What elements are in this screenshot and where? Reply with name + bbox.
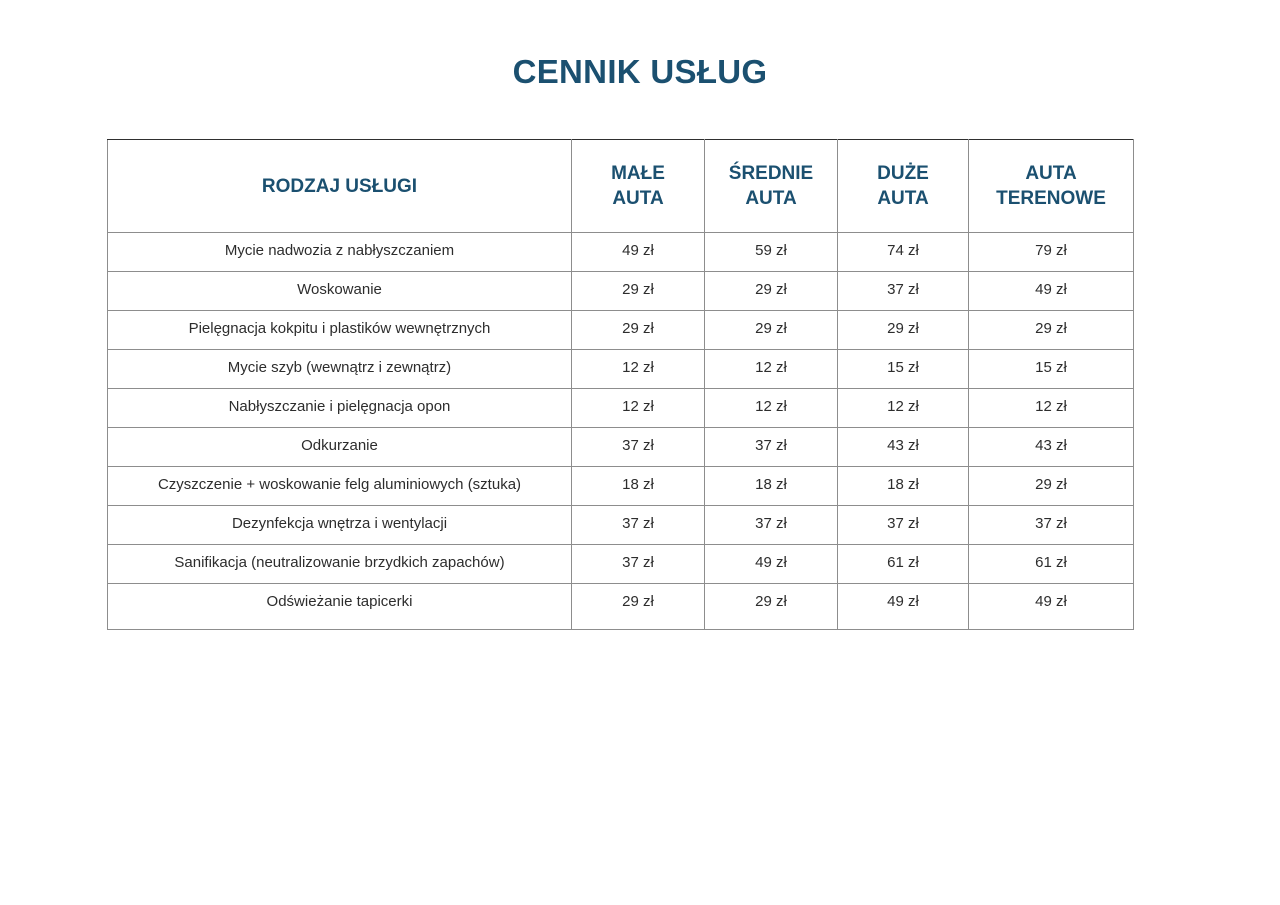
service-name-cell-text: Mycie nadwozia z nabłyszczaniem [224, 242, 455, 259]
price-cell-small-cars [572, 428, 705, 467]
price-cell-small-cars-text: 37 zł [622, 554, 654, 571]
price-cell-large-cars-text: 15 zł [887, 359, 919, 376]
price-cell-medium-cars [705, 545, 838, 584]
service-name-cell [108, 311, 572, 350]
column-header-service-label: RODZAJ USŁUGI [261, 175, 418, 197]
service-name-cell-text: Dezynfekcja wnętrza i wentylacji [231, 515, 448, 532]
price-cell-offroad-cars [969, 545, 1134, 584]
price-cell-small-cars-text: 18 zł [622, 476, 654, 493]
price-cell-small-cars [572, 467, 705, 506]
price-cell-small-cars [572, 584, 705, 630]
column-header-offroad-cars [969, 140, 1134, 233]
price-cell-medium-cars [705, 233, 838, 272]
table-row [108, 545, 1134, 584]
price-cell-large-cars-text: 29 zł [887, 320, 919, 337]
price-cell-small-cars-text: 37 zł [622, 515, 654, 532]
table-body [108, 233, 1134, 630]
table-row [108, 467, 1134, 506]
price-cell-medium-cars [705, 428, 838, 467]
price-cell-medium-cars [705, 311, 838, 350]
service-name-cell [108, 389, 572, 428]
service-name-cell [108, 545, 572, 584]
price-cell-large-cars-text: 37 zł [887, 515, 919, 532]
service-name-cell-text: Nabłyszczanie i pielęgnacja opon [228, 398, 451, 415]
column-header-service [108, 140, 572, 233]
service-name-cell-text: Woskowanie [297, 281, 382, 298]
table-header-row [108, 140, 1134, 233]
page-title: CENNIK USŁUG [512, 53, 768, 90]
price-cell-large-cars [838, 311, 969, 350]
column-header-medium-cars-line1: ŚREDNIE [728, 163, 814, 184]
price-cell-large-cars-text: 49 zł [887, 593, 919, 610]
price-cell-medium-cars [705, 350, 838, 389]
table-row [108, 350, 1134, 389]
price-cell-large-cars-text: 37 zł [887, 281, 919, 298]
service-name-cell [108, 584, 572, 630]
price-cell-offroad-cars [969, 467, 1134, 506]
table-head [108, 140, 1134, 233]
column-header-large-cars-line2: AUTA [877, 188, 929, 209]
price-cell-large-cars [838, 233, 969, 272]
price-cell-large-cars [838, 272, 969, 311]
price-cell-large-cars [838, 428, 969, 467]
column-header-medium-cars [705, 140, 838, 233]
price-cell-offroad-cars [969, 506, 1134, 545]
price-cell-large-cars [838, 467, 969, 506]
price-cell-offroad-cars-text: 29 zł [1035, 476, 1067, 493]
service-name-cell-text: Pielęgnacja kokpitu i plastików wewnętrznych [188, 320, 491, 337]
price-cell-offroad-cars [969, 428, 1134, 467]
price-cell-small-cars [572, 506, 705, 545]
column-header-large-cars [838, 140, 969, 233]
price-cell-offroad-cars-text: 15 zł [1035, 359, 1067, 376]
price-cell-small-cars [572, 311, 705, 350]
price-cell-offroad-cars [969, 350, 1134, 389]
price-cell-offroad-cars [969, 584, 1134, 630]
price-cell-offroad-cars [969, 272, 1134, 311]
price-cell-offroad-cars-text: 12 zł [1035, 398, 1067, 415]
price-cell-large-cars [838, 545, 969, 584]
price-cell-small-cars [572, 389, 705, 428]
price-cell-offroad-cars-text: 49 zł [1035, 281, 1067, 298]
service-name-cell [108, 350, 572, 389]
price-cell-offroad-cars [969, 389, 1134, 428]
service-name-cell [108, 272, 572, 311]
service-name-cell-text: Czyszczenie + woskowanie felg aluminiowych (sztuka) [157, 476, 522, 493]
price-cell-small-cars-text: 37 zł [622, 437, 654, 454]
price-cell-offroad-cars-text: 37 zł [1035, 515, 1067, 532]
price-cell-offroad-cars [969, 233, 1134, 272]
service-name-cell [108, 467, 572, 506]
price-cell-small-cars-text: 49 zł [622, 242, 654, 259]
price-cell-large-cars [838, 506, 969, 545]
price-cell-large-cars [838, 350, 969, 389]
price-cell-medium-cars-text: 12 zł [755, 398, 787, 415]
service-name-cell [108, 233, 572, 272]
price-cell-medium-cars [705, 389, 838, 428]
price-cell-offroad-cars [969, 311, 1134, 350]
service-name-cell-text: Odświeżanie tapicerki [266, 593, 413, 610]
table-row [108, 506, 1134, 545]
price-cell-medium-cars [705, 272, 838, 311]
table-row [108, 389, 1134, 428]
price-cell-small-cars-text: 29 zł [622, 320, 654, 337]
price-cell-small-cars-text: 29 zł [622, 281, 654, 298]
price-cell-small-cars-text: 29 zł [622, 593, 654, 610]
column-header-large-cars-line1: DUŻE [877, 163, 929, 184]
price-cell-medium-cars-text: 29 zł [755, 320, 787, 337]
price-cell-large-cars-text: 12 zł [887, 398, 919, 415]
price-cell-medium-cars-text: 37 zł [755, 437, 787, 454]
table-row [108, 311, 1134, 350]
price-cell-offroad-cars-text: 29 zł [1035, 320, 1067, 337]
price-cell-large-cars-text: 18 zł [887, 476, 919, 493]
service-name-cell [108, 428, 572, 467]
price-cell-small-cars [572, 350, 705, 389]
price-cell-large-cars-text: 43 zł [887, 437, 919, 454]
price-cell-medium-cars-text: 59 zł [755, 242, 787, 259]
price-cell-small-cars-text: 12 zł [622, 398, 654, 415]
price-table [107, 139, 1134, 630]
price-cell-offroad-cars-text: 61 zł [1035, 554, 1067, 571]
column-header-medium-cars-line2: AUTA [745, 188, 797, 209]
column-header-offroad-cars-line2: TERENOWE [996, 188, 1106, 209]
price-cell-large-cars [838, 584, 969, 630]
service-name-cell-text: Odkurzanie [301, 437, 378, 454]
price-cell-small-cars [572, 233, 705, 272]
service-name-cell-text: Sanifikacja (neutralizowanie brzydkich zapachów) [174, 554, 505, 571]
price-cell-medium-cars-text: 29 zł [755, 593, 787, 610]
service-name-cell [108, 506, 572, 545]
service-name-cell-text: Mycie szyb (wewnątrz i zewnątrz) [227, 359, 452, 376]
table-row [108, 233, 1134, 272]
price-cell-medium-cars-text: 37 zł [755, 515, 787, 532]
column-header-small-cars-line1: MAŁE [611, 163, 665, 184]
price-cell-offroad-cars-text: 49 zł [1035, 593, 1067, 610]
price-cell-medium-cars-text: 29 zł [755, 281, 787, 298]
price-cell-offroad-cars-text: 43 zł [1035, 437, 1067, 454]
price-cell-small-cars [572, 272, 705, 311]
price-cell-medium-cars [705, 467, 838, 506]
price-cell-large-cars-text: 74 zł [887, 242, 919, 259]
price-cell-large-cars-text: 61 zł [887, 554, 919, 571]
price-cell-offroad-cars-text: 79 zł [1035, 242, 1067, 259]
table-row [108, 272, 1134, 311]
column-header-small-cars-line2: AUTA [612, 188, 664, 209]
column-header-small-cars [572, 140, 705, 233]
price-cell-medium-cars-text: 49 zł [755, 554, 787, 571]
price-cell-medium-cars [705, 584, 838, 630]
column-header-offroad-cars-line1: AUTA [1025, 163, 1077, 184]
price-cell-medium-cars-text: 12 zł [755, 359, 787, 376]
price-cell-small-cars-text: 12 zł [622, 359, 654, 376]
price-cell-medium-cars [705, 506, 838, 545]
table-row [108, 584, 1134, 630]
price-table-container [107, 139, 1133, 630]
price-cell-large-cars [838, 389, 969, 428]
table-row [108, 428, 1134, 467]
price-cell-small-cars [572, 545, 705, 584]
price-cell-medium-cars-text: 18 zł [755, 476, 787, 493]
